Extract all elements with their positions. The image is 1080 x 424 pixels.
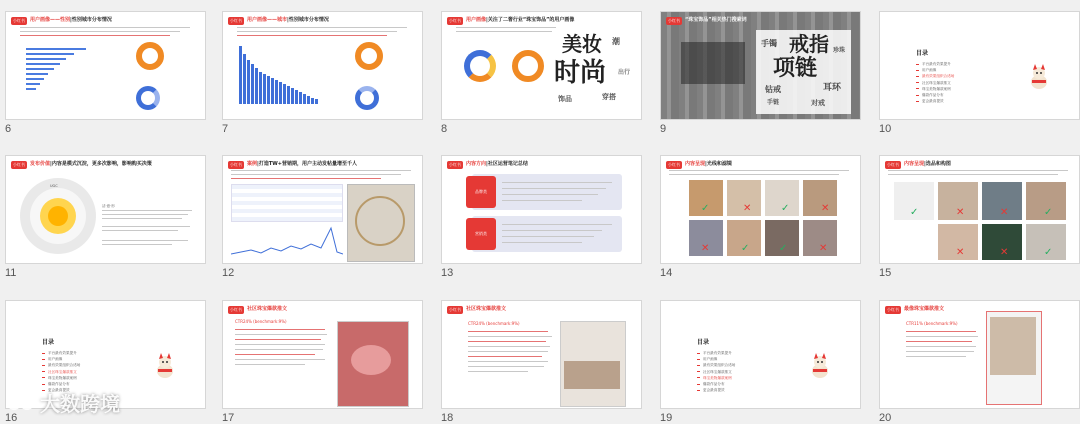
slide-number: 17 (222, 412, 235, 424)
slide-tag: 小红书 (13, 162, 25, 167)
mascot-icon (154, 353, 176, 379)
slide-tag: 小红书 (887, 307, 899, 312)
slide-preview (5, 11, 206, 120)
slide-title: 内容呈现|选品和构图 (904, 161, 951, 167)
data-table (231, 184, 343, 222)
slide-number: 8 (441, 123, 448, 135)
slide-preview: 小红书 发布价值|内容是模式沉淀，更多次影响，影响购买决策 UGC 活·意·形 (5, 155, 206, 264)
slide-title: 最像珠宝爆款推文 (904, 306, 945, 312)
word-cloud-word: 穿搭 (602, 93, 616, 101)
word-cloud-word: 美妆 (562, 32, 602, 56)
watermark: 大数跨境 (6, 388, 120, 417)
slide-number: 14 (660, 267, 673, 279)
slide-preview: 小红书 内容呈现|光线和滤镜 ✓ ✕ ✓ ✕ ✕ ✓ ✓ ✕ (660, 155, 861, 264)
slide-title: 内容方向|社区运营笔记总结 (466, 161, 528, 167)
word-cloud-word: 项链 (773, 56, 818, 81)
slide-preview (660, 11, 861, 120)
line-chart (231, 224, 343, 260)
mascot-icon (1028, 64, 1050, 90)
slide-tag: 小红书 (668, 162, 680, 167)
word-cloud-word: 钻戒 (765, 85, 781, 94)
table-of-contents: 目录 平台最有效果提升 用户画像 最有效果组织合适场 社区珠宝爆款推文 珠宝美物爆款案例 爆款作品分布 更会最高提效 (697, 339, 736, 393)
slide-preview (222, 11, 423, 120)
slide-title: 用户画像——城市|性别城市分布情况 (247, 17, 329, 23)
slide-preview (441, 11, 642, 120)
slide-preview: 小红书 最像珠宝爆款推文 CTR11% (benchmark:9%) (879, 300, 1080, 409)
slide-tag: 小红书 (230, 162, 242, 167)
toc-heading: 目录 (42, 339, 55, 346)
slide-number: 20 (879, 412, 892, 424)
table-of-contents: 目录 平台最有效果提升 用户画像 最有效果组织合适场 社区珠宝爆款推文 珠宝美物爆款案例 爆款作品分布 更会最高提效 (42, 339, 81, 393)
donut-chart (512, 50, 544, 82)
slide-number: 12 (222, 267, 235, 279)
word-cloud-word: 戒指 (789, 32, 829, 56)
slide-number: 18 (441, 412, 454, 424)
donut-chart (355, 86, 379, 110)
logo-icon (6, 392, 36, 414)
slide-tag: 小红书 (449, 18, 461, 23)
slide-title: 案例|打造TW+营销期，用户主动发帖量增至千人 (247, 161, 357, 167)
slide-number: 13 (441, 267, 454, 279)
donut-chart (355, 42, 383, 70)
mascot-icon (809, 353, 831, 379)
slide-tag: 小红书 (13, 18, 25, 23)
table-of-contents: 目录 平台最有效果提升 用户画像 最有效果组织合适场 社区珠宝爆款推文 珠宝美物爆款案例 爆款作品分布 更会最高提效 (916, 50, 955, 104)
slide-tag: 小红书 (668, 18, 680, 23)
slide-title: 发布价值|内容是模式沉淀，更多次影响，影响购买决策 (30, 161, 152, 167)
slide-title: 社区珠宝爆款推文 (247, 306, 288, 312)
word-cloud-word: 耳环 (823, 83, 842, 93)
slide-number: 9 (660, 123, 667, 135)
donut-chart (136, 86, 160, 110)
slide-number: 7 (222, 123, 229, 135)
slide-tag: 小红书 (230, 307, 242, 312)
slide-title: 社区珠宝爆款推文 (466, 306, 507, 312)
slide-number: 10 (879, 123, 892, 135)
slide-title: “珠宝饰品”相关热门搜索词 (685, 17, 747, 23)
slide-tag: 小红书 (449, 307, 461, 312)
word-cloud-word: 手链 (767, 99, 780, 106)
slide-number: 19 (660, 412, 673, 424)
donut-chart (136, 42, 164, 70)
word-cloud-word: 饰品 (558, 95, 572, 103)
slide-title: 用户画像——性别|性别城市分布情况 (30, 17, 112, 23)
slide-number: 16 (5, 412, 18, 424)
word-cloud-word: 对戒 (811, 99, 825, 107)
slide-number: 15 (879, 267, 892, 279)
slide-preview: 小红书 社区珠宝爆款推文 CTR24% (benchmark:9%) (222, 300, 423, 409)
donut-chart (464, 50, 496, 82)
toc-heading: 目录 (916, 50, 929, 57)
slide-preview: 小红书 社区珠宝爆款推文 CTR24% (benchmark:9%) (441, 300, 642, 409)
slide-number: 11 (5, 267, 17, 279)
toc-heading: 目录 (697, 339, 710, 346)
slide-tag: 小红书 (230, 18, 242, 23)
slide-title: 内容呈现|光线和滤镜 (685, 161, 732, 167)
word-cloud-word: 手镯 (761, 39, 777, 48)
slide-preview: 小红书 内容呈现|选品和构图 ✓ ✕ ✕ ✓ ✕ ✕ ✓ (879, 155, 1080, 264)
slide-preview (222, 155, 423, 264)
word-cloud-word: 时尚 (554, 58, 607, 88)
slide-number: 6 (5, 123, 12, 135)
slide-tag: 小红书 (449, 162, 461, 167)
word-cloud-word: 珍珠 (833, 47, 846, 54)
word-cloud-word: 出行 (618, 69, 631, 76)
slide-preview (879, 11, 1080, 120)
word-cloud-word: 潮 (612, 37, 620, 46)
slide-preview: 小红书 内容方向|社区运营笔记总结 品牌类 营销类 (441, 155, 642, 264)
slide-tag: 小红书 (887, 162, 899, 167)
slide-preview (660, 300, 861, 409)
slide-title: 用户画像|关注了二奢行业“珠宝饰品”的用户画像 (466, 17, 575, 23)
